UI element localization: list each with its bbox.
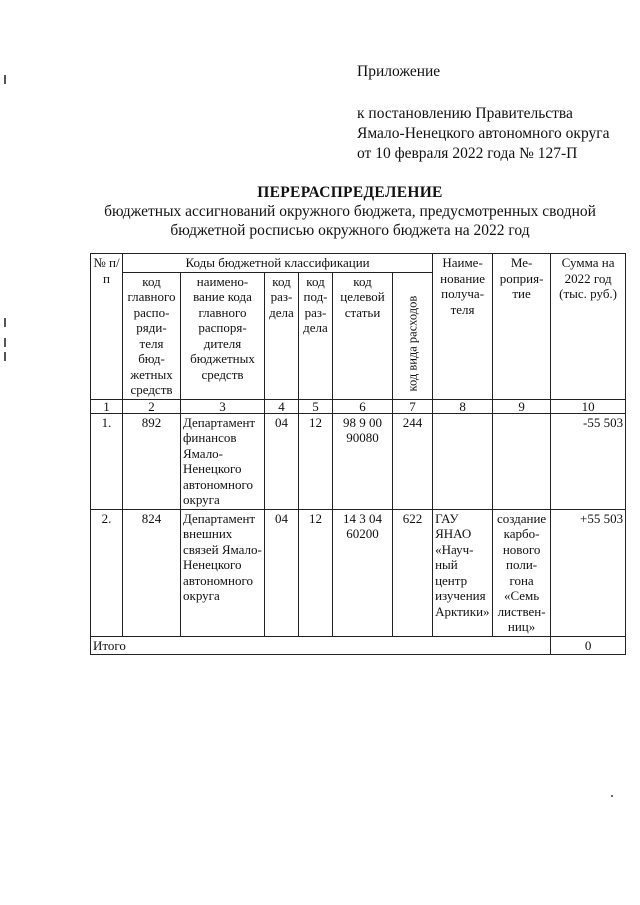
header-expense-type (393, 272, 433, 399)
header-name-main: наимено-вание кода главного распоря-дителя бюджетных средств (181, 272, 265, 399)
row-event: создание карбо-нового поли-гона «Семь листвен-ниц» (493, 509, 551, 636)
scan-edge-marks (4, 0, 6, 905)
total-row (91, 636, 626, 655)
document-heading (70, 183, 630, 240)
column-number: 1 (91, 399, 123, 413)
row-code-main: 892 (123, 413, 181, 509)
row-section: 04 (265, 413, 299, 509)
row-recipient: ГАУ ЯНАО «Науч-ный центр изучения Арктики» (433, 509, 493, 636)
column-number: 4 (265, 399, 299, 413)
column-number: 3 (181, 399, 265, 413)
document-subtitle-line: бюджетных ассигнований окружного бюджета, предусмотренных сводной (104, 203, 596, 220)
header-section: код раз-дела (265, 272, 299, 399)
header-codes-group: Коды бюджетной классификации (123, 254, 433, 273)
scan-speck (611, 795, 613, 797)
column-number: 10 (551, 399, 626, 413)
column-number: 2 (123, 399, 181, 413)
column-number: 5 (299, 399, 333, 413)
document-title: ПЕРЕРАСПРЕДЕЛЕНИЕ (257, 184, 443, 201)
header-num: № п/п (91, 254, 123, 400)
row-subsection: 12 (299, 509, 333, 636)
row-subsection: 12 (299, 413, 333, 509)
column-number: 8 (433, 399, 493, 413)
row-num: 1. (91, 413, 123, 509)
row-name-main: Департамент финансов Ямало-Ненецкого автономного округа (181, 413, 265, 509)
row-event (493, 413, 551, 509)
row-target: 98 9 00 90080 (333, 413, 393, 509)
column-number: 7 (393, 399, 433, 413)
scan-edge-mark (4, 338, 6, 347)
row-section: 04 (265, 509, 299, 636)
table-row (91, 509, 626, 636)
appendix-line: Ямало-Ненецкого автономного округа (357, 125, 610, 142)
header-row-top (91, 254, 626, 273)
scan-edge-mark (4, 352, 6, 361)
header-target: код целевой статьи (333, 272, 393, 399)
appendix-title: Приложение (357, 63, 441, 80)
budget-table (90, 253, 626, 655)
table-row (91, 413, 626, 509)
header-subsection: код под-раз-дела (299, 272, 333, 399)
appendix-line: к постановлению Правительства (357, 105, 573, 122)
scan-edge-mark (4, 318, 6, 327)
row-code-main: 824 (123, 509, 181, 636)
header-recipient: Наиме-нование получа-теля (433, 254, 493, 400)
row-recipient (433, 413, 493, 509)
row-target: 14 3 04 60200 (333, 509, 393, 636)
row-num: 2. (91, 509, 123, 636)
column-number: 6 (333, 399, 393, 413)
total-label: Итого (91, 636, 551, 655)
row-expense-type: 244 (393, 413, 433, 509)
column-number: 9 (493, 399, 551, 413)
column-number-row (91, 399, 626, 413)
document-subtitle-line: бюджетной росписью окружного бюджета на 2022 год (170, 222, 530, 239)
header-event: Ме-роприя-тие (493, 254, 551, 400)
appendix-line: от 10 февраля 2022 года № 127-П (357, 145, 578, 162)
scan-edge-mark (4, 75, 6, 84)
row-sum: +55 503 (551, 509, 626, 636)
header-code-main: код главного распо-ряди-теля бюд-жетных средств (123, 272, 181, 399)
row-name-main: Департамент внешних связей Ямало-Ненецкого автономного округа (181, 509, 265, 636)
row-sum: -55 503 (551, 413, 626, 509)
row-expense-type: 622 (393, 509, 433, 636)
header-expense-type-label: код вида расходов (404, 295, 419, 392)
header-sum: Сумма на 2022 год (тыс. руб.) (551, 254, 626, 400)
appendix-block (357, 62, 627, 164)
total-sum: 0 (551, 636, 626, 655)
